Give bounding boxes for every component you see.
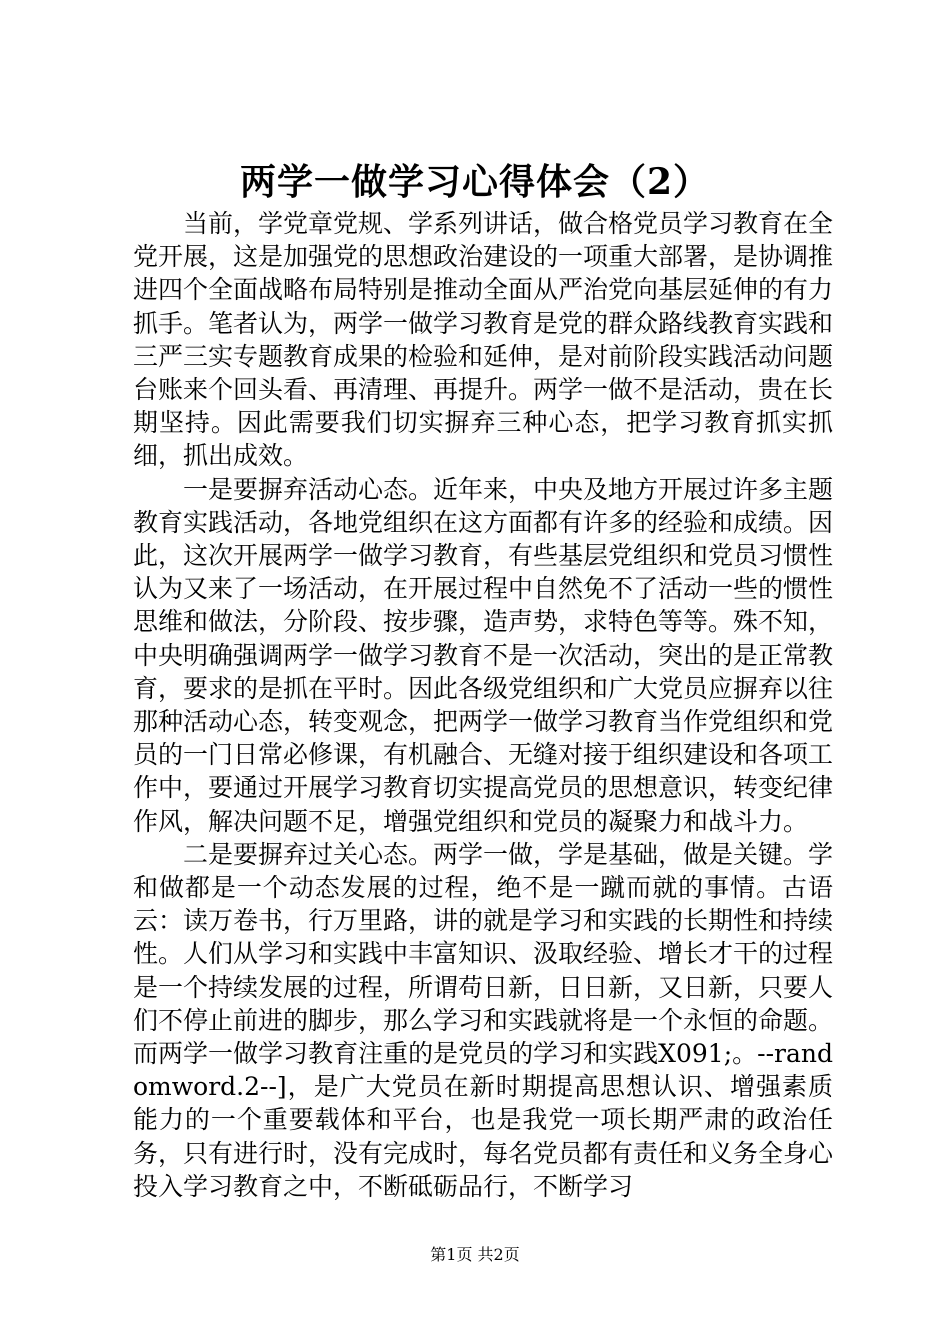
paragraph-intro: 当前，学党章党规、学系列讲话，做合格党员学习教育在全党开展，这是加强党的思想政治建设的一项重大部署，是协调推进四个全面战略布局特别是推动全面从严治党向基层延伸的有力抓手。笔者认为，两学一做学习教育是党的群众路线教育实践和三严三实专题教育成果的检验和延伸，是对前阶段实践活动问题台账来个回头看、再清理、再提升。两学一做不是活动，贵在长期坚持。因此需要我们切实摒弃三种心态，把学习教育抓实抓细，抓出成效。: [133, 209, 834, 471]
paragraph-point-two: 二是要摒弃过关心态。两学一做，学是基础，做是关键。学和做都是一个动态发展的过程，绝不是一蹴而就的事情。古语云：读万卷书，行万里路，讲的就是学习和实践的长期性和持续性。人们从学习和实践中丰富知识、汲取经验、增长才干的过程是一个持续发展的过程，所谓苟日新，日日新，又日新，只要人们不停止前进的脚步，那么学习和实践就将是一个永恒的命题。而两学一做学习教育注重的是党员的学习和实践X091;。--randomword.2--]，是广大党员在新时期提高思想认识、增强素质能力的一个重要载体和平台，也是我党一项长期严肃的政治任务，只有进行时，没有完成时，每名党员都有责任和义务全身心投入学习教育之中，不断砥砺品行，不断学习: [133, 839, 834, 1201]
paragraph-point-one: 一是要摒弃活动心态。近年来，中央及地方开展过许多主题教育实践活动，各地党组织在这方面都有许多的经验和成绩。因此，这次开展两学一做学习教育，有些基层党组织和党员习惯性认为又来了一场活动，在开展过程中自然免不了活动一些的惯性思维和做法，分阶段、按步骤，造声势，求特色等等。殊不知，中央明确强调两学一做学习教育不是一次活动，突出的是正常教育，要求的是抓在平时。因此各级党组织和广大党员应摒弃以往那种活动心态，转变观念，把两学一做学习教育当作党组织和党员的一门日常必修课，有机融合、无缝对接于组织建设和各项工作中，要通过开展学习教育切实提高党员的思想意识，转变纪律作风，解决问题不足，增强党组织和党员的凝聚力和战斗力。: [133, 474, 834, 836]
document-body: [133, 207, 833, 1203]
document-title: 两学一做学习心得体会（2）: [239, 161, 711, 203]
page-number-footer: 第1页 共2页: [430, 1245, 520, 1264]
